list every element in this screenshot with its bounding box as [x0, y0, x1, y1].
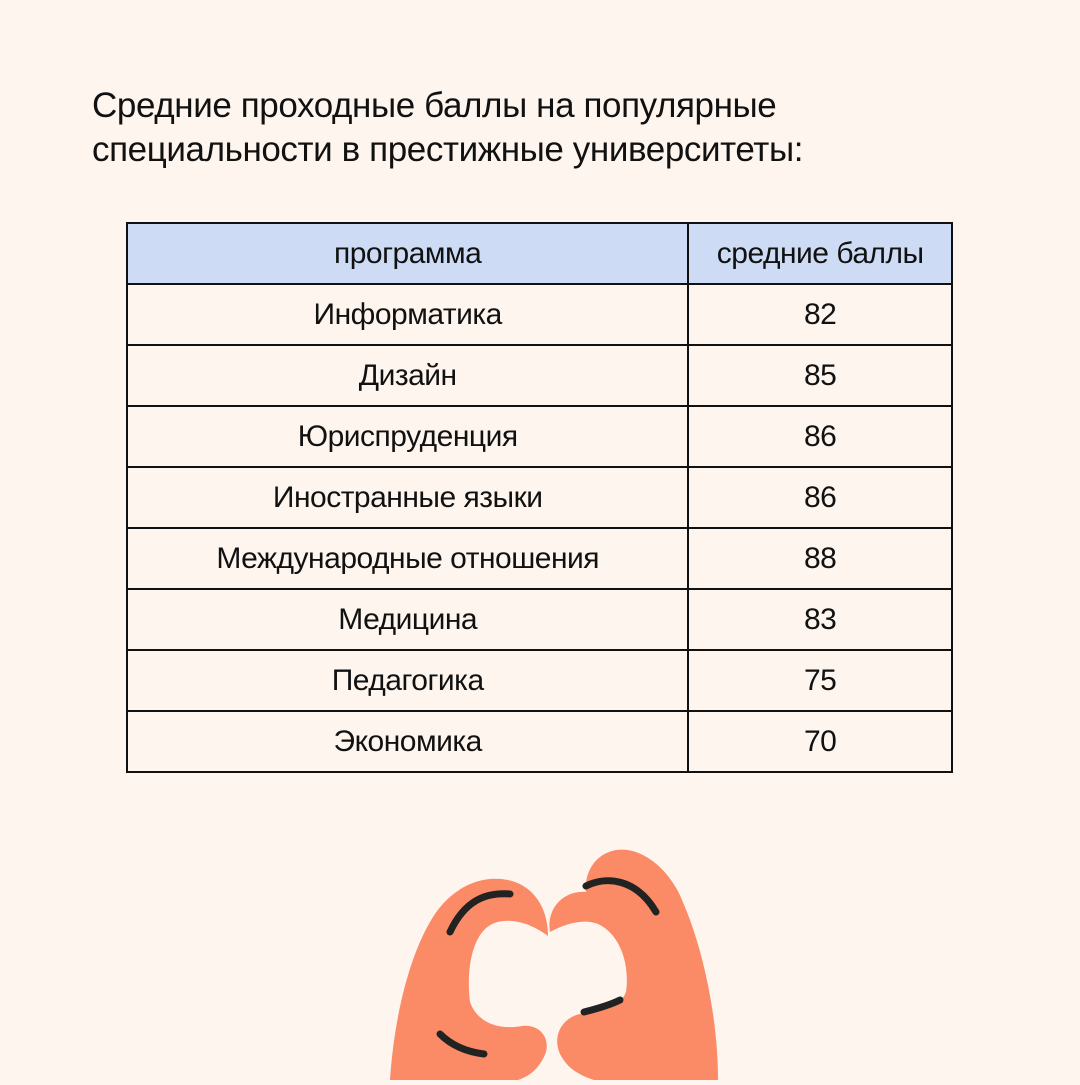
header-average-score: средние баллы: [688, 223, 952, 284]
score-cell: 70: [688, 711, 952, 772]
table-row: [127, 284, 952, 345]
program-cell: Дизайн: [127, 345, 688, 406]
header-program: программа: [127, 223, 688, 284]
table-row: [127, 711, 952, 772]
program-cell: Медицина: [127, 589, 688, 650]
score-cell: 85: [688, 345, 952, 406]
table-row: [127, 345, 952, 406]
program-cell: Экономика: [127, 711, 688, 772]
scores-table: [126, 222, 953, 773]
heading-line-1: Средние проходные баллы на популярные: [92, 86, 777, 125]
heart-hands-icon: [380, 840, 730, 1080]
score-cell: 82: [688, 284, 952, 345]
score-cell: 75: [688, 650, 952, 711]
table-row: [127, 528, 952, 589]
score-cell: 86: [688, 467, 952, 528]
table-row: [127, 406, 952, 467]
program-cell: Информатика: [127, 284, 688, 345]
table-row: [127, 589, 952, 650]
program-cell: Юриспруденция: [127, 406, 688, 467]
program-cell: Педагогика: [127, 650, 688, 711]
score-cell: 86: [688, 406, 952, 467]
page-heading: [92, 84, 992, 172]
table-row: [127, 467, 952, 528]
program-cell: Международные отношения: [127, 528, 688, 589]
heading-line-2: специальности в престижные университеты:: [92, 130, 804, 169]
table-header-row: [127, 223, 952, 284]
score-cell: 83: [688, 589, 952, 650]
program-cell: Иностранные языки: [127, 467, 688, 528]
table-row: [127, 650, 952, 711]
score-cell: 88: [688, 528, 952, 589]
